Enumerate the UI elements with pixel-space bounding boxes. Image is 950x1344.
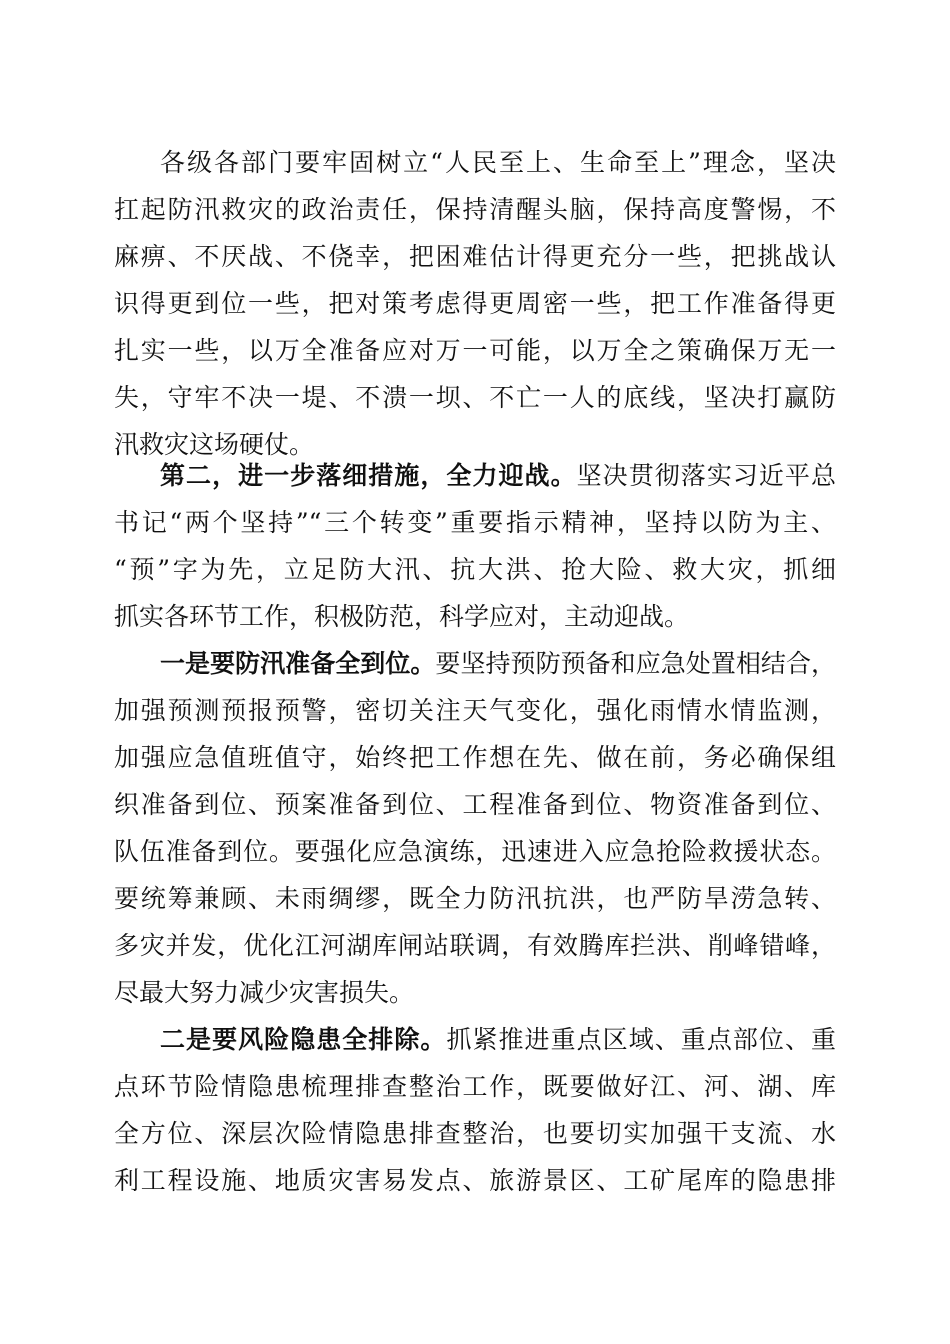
text-line: 点环节险情隐患梳理排查整治工作，既要做好江、河、湖、库 <box>114 1072 836 1101</box>
text-line: 利工程设施、地质灾害易发点、旅游景区、工矿尾库的隐患排 <box>114 1166 836 1195</box>
text-line: 队伍准备到位。要强化应急演练，迅速进入应急抢险救援状态。 <box>114 837 836 866</box>
paragraph-first-line <box>160 453 836 499</box>
text-line: 全方位、深层次险情隐患排查整治，也要切实加强干支流、水 <box>114 1119 836 1148</box>
section-heading: 一是要防汛准备全到位。 <box>160 649 436 678</box>
paragraph-first-line <box>160 1017 836 1063</box>
paragraph-first-line <box>160 641 836 687</box>
text-line: 各级各部门要牢固树立“人民至上、生命至上”理念，坚决 <box>160 148 836 177</box>
section-heading: 第二，进一步落细措施，全力迎战。 <box>160 461 577 490</box>
text-line: 汛救灾这场硬仗。 <box>114 430 315 459</box>
text-line: 织准备到位、预案准备到位、工程准备到位、物资准备到位、 <box>114 790 836 819</box>
text-line: 多灾并发，优化江河湖库闸站联调，有效腾库拦洪、削峰错峰， <box>114 931 836 960</box>
text-span: 坚决贯彻落实习近平总 <box>576 461 836 490</box>
text-line: 抓实各环节工作，积极防范，科学应对，主动迎战。 <box>114 602 690 631</box>
text-line: 加强应急值班值守，始终把工作想在先、做在前，务必确保组 <box>114 743 836 772</box>
text-line: 识得更到位一些，把对策考虑得更周密一些，把工作准备得更 <box>114 289 836 318</box>
text-line: 加强预测预报预警，密切关注天气变化，强化雨情水情监测， <box>114 696 836 725</box>
text-span: 抓紧推进重点区域、重点部位、重 <box>446 1025 836 1054</box>
text-span: 要坚持预防预备和应急处置相结合， <box>435 649 836 678</box>
text-line: 扎实一些，以万全准备应对万一可能，以万全之策确保万无一 <box>114 336 836 365</box>
section-heading: 二是要风险隐患全排除。 <box>160 1025 447 1054</box>
text-line: 书记“两个坚持”“三个转变”重要指示精神，坚持以防为主、 <box>114 508 836 537</box>
text-line: 尽最大努力减少灾害损失。 <box>114 978 415 1007</box>
text-line: 要统筹兼顾、未雨绸缪，既全力防汛抗洪，也严防旱涝急转、 <box>114 884 836 913</box>
text-line: 失，守牢不决一堤、不溃一坝、不亡一人的底线，坚决打赢防 <box>114 383 836 412</box>
text-line: 麻痹、不厌战、不侥幸，把困难估计得更充分一些，把挑战认 <box>114 242 836 271</box>
text-line: “预”字为先，立足防大汛、抗大洪、抢大险、救大灾，抓细 <box>114 555 836 584</box>
text-line: 扛起防汛救灾的政治责任，保持清醒头脑，保持高度警惕，不 <box>114 195 836 224</box>
